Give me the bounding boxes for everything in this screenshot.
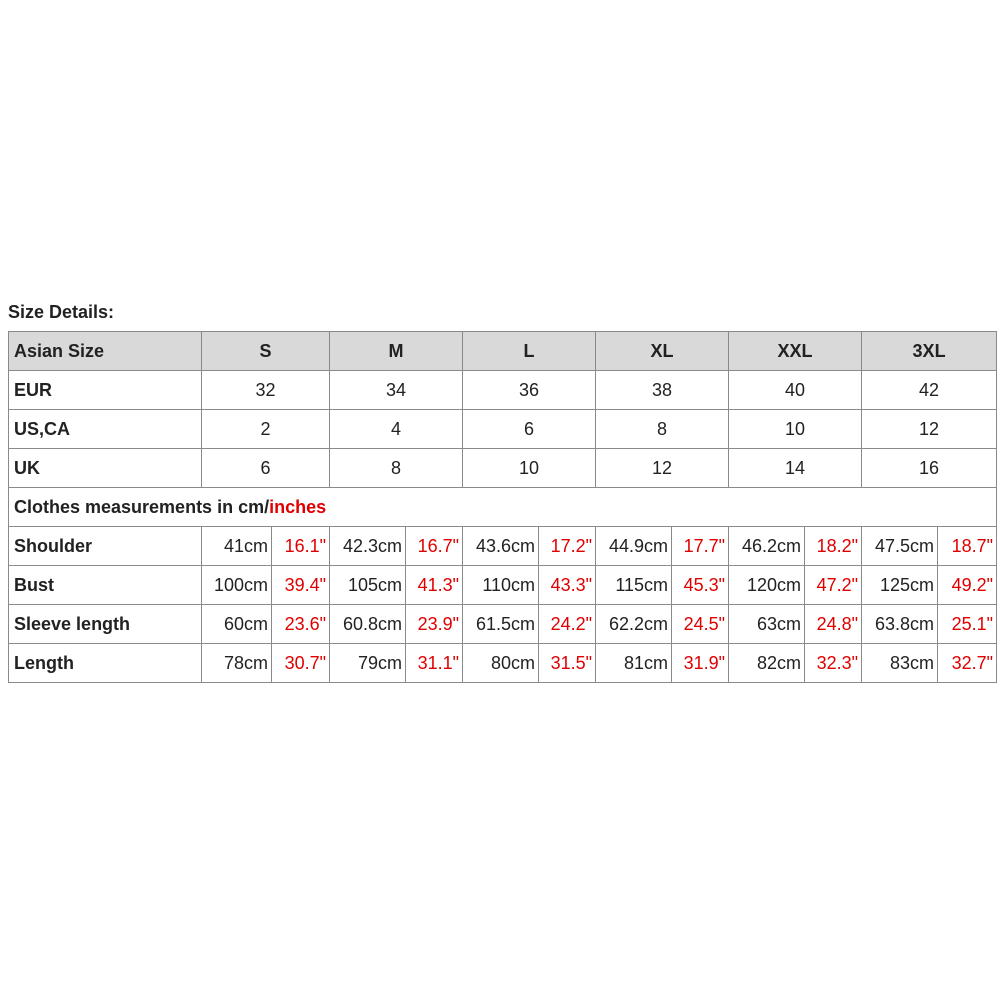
cm-cell: 60cm [202, 605, 272, 644]
inch-cell: 30.7" [272, 644, 330, 683]
cm-cell: 80cm [463, 644, 539, 683]
inch-cell: 24.5" [672, 605, 729, 644]
table-row-us-ca [9, 410, 997, 449]
table-cell: 4 [330, 410, 463, 449]
cm-cell: 43.6cm [463, 527, 539, 566]
cm-cell: 78cm [202, 644, 272, 683]
size-header: XXL [729, 332, 862, 371]
cm-cell: 82cm [729, 644, 805, 683]
cm-cell: 100cm [202, 566, 272, 605]
inch-cell: 23.6" [272, 605, 330, 644]
table-row-eur [9, 371, 997, 410]
inch-cell: 39.4" [272, 566, 330, 605]
row-label: Sleeve length [9, 605, 202, 644]
table-cell: 40 [729, 371, 862, 410]
inch-cell: 49.2" [938, 566, 997, 605]
table-cell: 12 [596, 449, 729, 488]
size-header: XL [596, 332, 729, 371]
inch-cell: 32.7" [938, 644, 997, 683]
size-header: L [463, 332, 596, 371]
inch-cell: 17.7" [672, 527, 729, 566]
row-label: Shoulder [9, 527, 202, 566]
cm-cell: 63.8cm [862, 605, 938, 644]
inch-cell: 32.3" [805, 644, 862, 683]
table-row-bust [9, 566, 997, 605]
size-chart-table [8, 331, 997, 683]
inch-cell: 24.8" [805, 605, 862, 644]
inch-cell: 24.2" [539, 605, 596, 644]
inch-cell: 18.2" [805, 527, 862, 566]
cm-cell: 44.9cm [596, 527, 672, 566]
table-cell: 6 [463, 410, 596, 449]
table-cell: 10 [463, 449, 596, 488]
table-cell: 6 [202, 449, 330, 488]
page-title: Size Details: [8, 302, 115, 322]
cm-cell: 46.2cm [729, 527, 805, 566]
inch-cell: 16.7" [406, 527, 463, 566]
cm-cell: 79cm [330, 644, 406, 683]
size-header: S [202, 332, 330, 371]
cm-cell: 81cm [596, 644, 672, 683]
header-label: Asian Size [9, 332, 202, 371]
cm-cell: 115cm [596, 566, 672, 605]
size-header: 3XL [862, 332, 997, 371]
inch-cell: 25.1" [938, 605, 997, 644]
cm-cell: 47.5cm [862, 527, 938, 566]
cm-cell: 105cm [330, 566, 406, 605]
table-cell: 12 [862, 410, 997, 449]
row-label: EUR [9, 371, 202, 410]
inch-cell: 45.3" [672, 566, 729, 605]
size-header: M [330, 332, 463, 371]
cm-cell: 83cm [862, 644, 938, 683]
row-label: US,CA [9, 410, 202, 449]
table-row-uk [9, 449, 997, 488]
cm-cell: 63cm [729, 605, 805, 644]
inch-cell: 31.1" [406, 644, 463, 683]
inch-cell: 47.2" [805, 566, 862, 605]
table-cell: 16 [862, 449, 997, 488]
cm-cell: 60.8cm [330, 605, 406, 644]
inch-cell: 31.5" [539, 644, 596, 683]
cm-cell: 120cm [729, 566, 805, 605]
table-row-shoulder [9, 527, 997, 566]
measurements-heading-row [9, 488, 997, 527]
table-row-length [9, 644, 997, 683]
table-cell: 10 [729, 410, 862, 449]
cm-cell: 125cm [862, 566, 938, 605]
table-cell: 2 [202, 410, 330, 449]
table-cell: 14 [729, 449, 862, 488]
table-cell: 32 [202, 371, 330, 410]
table-cell: 8 [596, 410, 729, 449]
cm-cell: 61.5cm [463, 605, 539, 644]
table-cell: 36 [463, 371, 596, 410]
table-cell: 34 [330, 371, 463, 410]
measurements-heading-unit: inches [269, 496, 327, 517]
table-cell: 8 [330, 449, 463, 488]
cm-cell: 62.2cm [596, 605, 672, 644]
measurements-heading-prefix: Clothes measurements in cm/ [14, 496, 270, 517]
cm-cell: 42.3cm [330, 527, 406, 566]
header-row [9, 332, 997, 371]
row-label: Bust [9, 566, 202, 605]
row-label: UK [9, 449, 202, 488]
row-label: Length [9, 644, 202, 683]
measurements-heading [9, 488, 997, 527]
cm-cell: 110cm [463, 566, 539, 605]
table-row-sleeve-length [9, 605, 997, 644]
inch-cell: 41.3" [406, 566, 463, 605]
inch-cell: 16.1" [272, 527, 330, 566]
inch-cell: 43.3" [539, 566, 596, 605]
table-cell: 38 [596, 371, 729, 410]
inch-cell: 18.7" [938, 527, 997, 566]
inch-cell: 31.9" [672, 644, 729, 683]
inch-cell: 17.2" [539, 527, 596, 566]
inch-cell: 23.9" [406, 605, 463, 644]
cm-cell: 41cm [202, 527, 272, 566]
table-cell: 42 [862, 371, 997, 410]
